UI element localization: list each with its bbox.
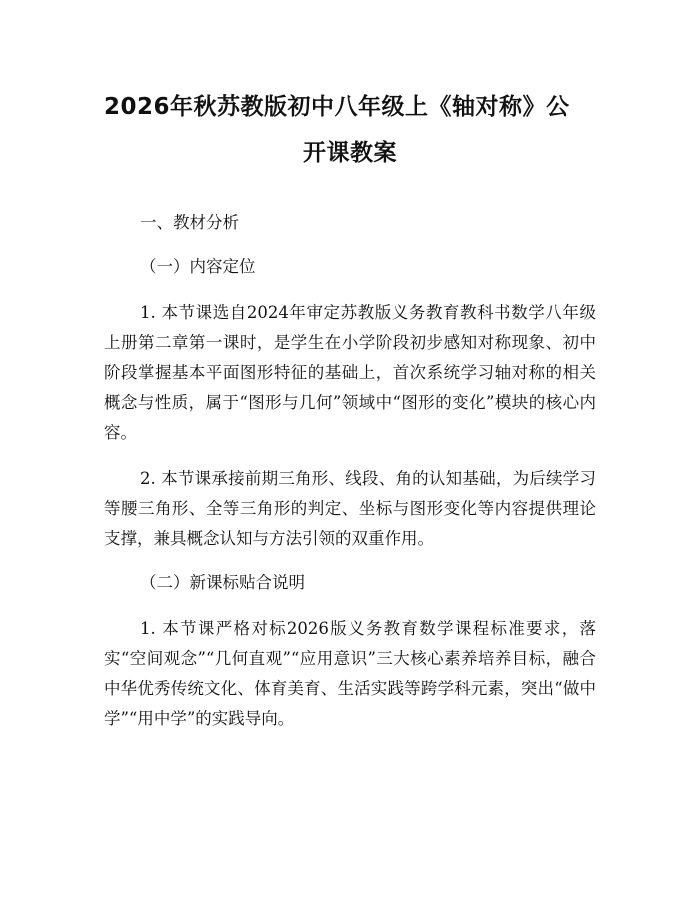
document-title	[104, 84, 596, 176]
paragraph-3: 1. 本节课严格对标2026版义务教育数学课程标准要求，落实“空间观念”“几何直观”“应用意识”三大核心素养培养目标，融合中华优秀传统文化、体育美育、生活实践等跨学科元素，突出“做中学”“用中学”的实践导向。	[104, 619, 596, 728]
subsection-heading-content-positioning: （一）内容定位	[140, 257, 256, 276]
paragraph-1: 1. 本节课选自2024年审定苏教版义务教育教科书数学八年级上册第二章第一课时，是学生在小学阶段初步感知对称现象、初中阶段掌握基本平面图形特征的基础上，首次系统学习轴对称的相关概念与性质，属于“图形与几何”领域中“图形的变化”模块的核心内容。	[104, 303, 596, 442]
title-line-2: 开课教案	[303, 140, 397, 166]
subsection-heading-curriculum-standard: （二）新课标贴合说明	[140, 573, 305, 592]
title-line-1: 2026年秋苏教版初中八年级上《轴对称》公	[104, 94, 570, 120]
paragraph-2: 2. 本节课承接前期三角形、线段、角的认知基础，为后续学习等腰三角形、全等三角形的判定、坐标与图形变化等内容提供理论支撑，兼具概念认知与方法引领的双重作用。	[104, 469, 596, 548]
section-heading-textbook-analysis: 一、教材分析	[140, 213, 239, 232]
